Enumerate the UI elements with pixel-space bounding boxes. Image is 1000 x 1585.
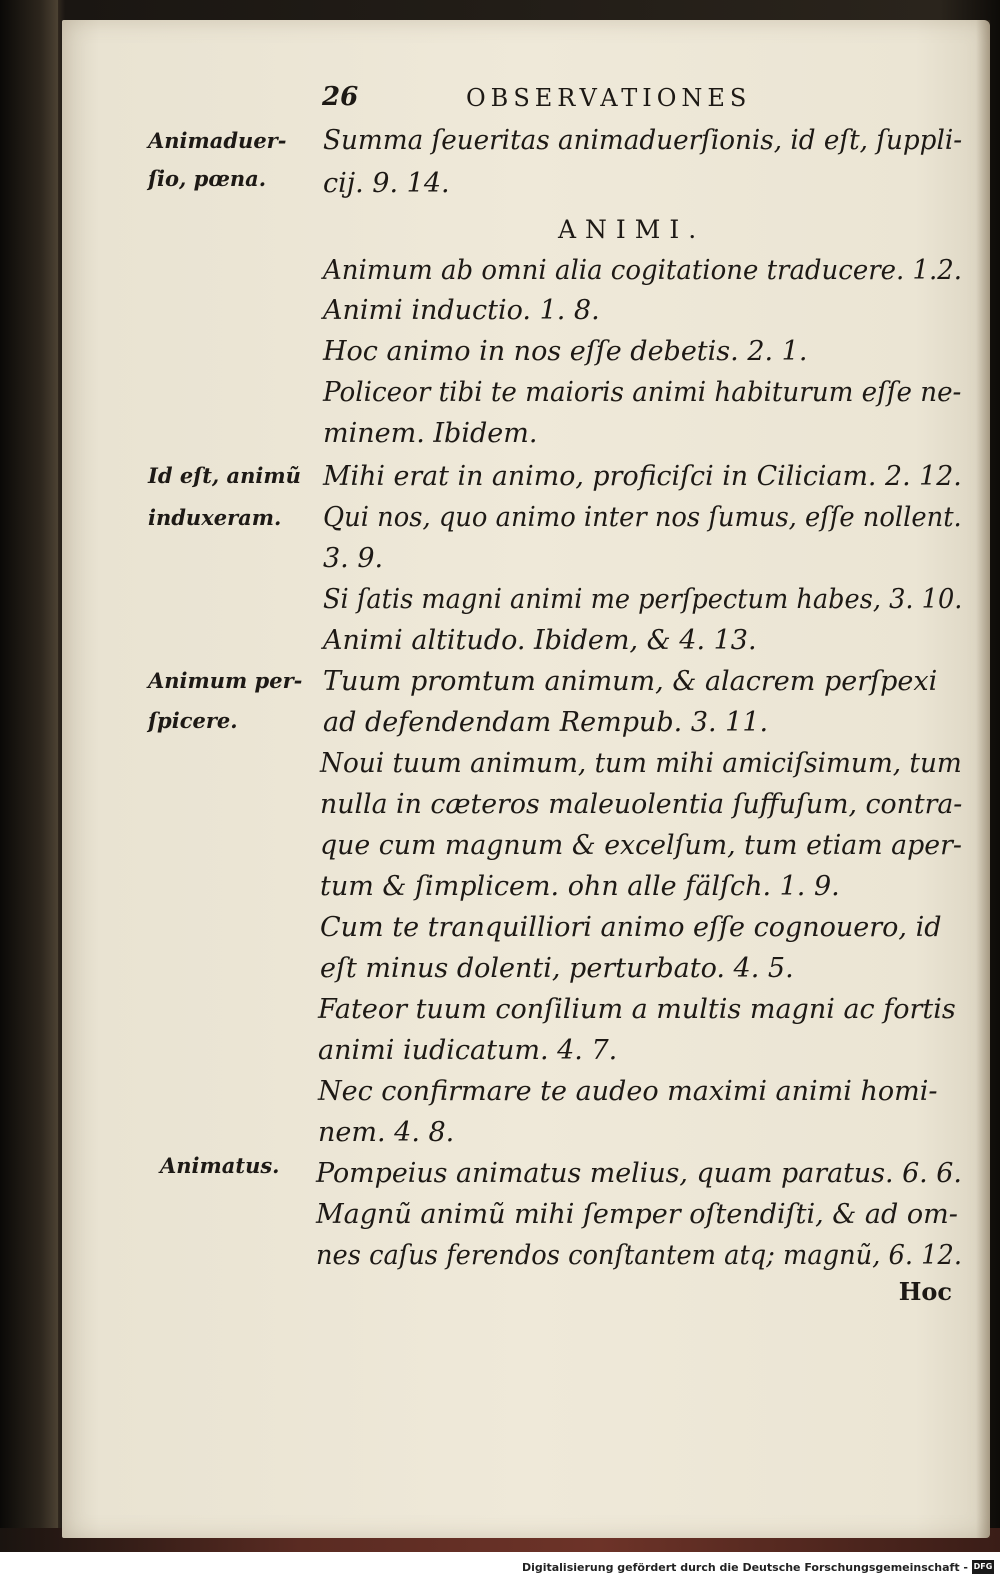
dfg-logo: DFG bbox=[972, 1560, 994, 1574]
book-binding bbox=[0, 0, 58, 1552]
text-line: Qui nos, quo animo inter nos ſumus, eſſe nollent. bbox=[323, 502, 962, 533]
text-line: Policeor tibi te maioris animi habiturum eſſe ne- bbox=[323, 377, 962, 408]
margin-note: Animatus. bbox=[160, 1153, 280, 1178]
text-line: Animi inductio. 1. 8. bbox=[323, 295, 600, 326]
catchword: Hoc bbox=[898, 1277, 952, 1306]
text-line: Nec confirmare te audeo maximi animi homi- bbox=[318, 1076, 938, 1107]
text-line: nem. 4. 8. bbox=[318, 1117, 455, 1148]
text-line: ad defendendam Rempub. 3. 11. bbox=[323, 707, 769, 738]
book-page bbox=[62, 20, 990, 1538]
running-title: OBSERVATIONES bbox=[466, 84, 752, 112]
text-line: nes caſus ferendos conſtantem atq; magnũ, 6. 12. bbox=[316, 1240, 963, 1271]
text-line: animi iudicatum. 4. 7. bbox=[318, 1035, 618, 1066]
margin-note: Animaduer- bbox=[148, 128, 287, 153]
text-line: Summa ſeueritas animaduerſionis, id eſt, ſuppli- bbox=[323, 125, 963, 156]
section-heading: ANIMI. bbox=[558, 215, 706, 244]
text-line: Animi altitudo. Ibidem, & 4. 13. bbox=[323, 625, 757, 656]
text-line: Magnũ animũ mihi ſemper oſtendiſti, & ad om- bbox=[316, 1199, 958, 1230]
text-line: Hoc animo in nos eſſe debetis. 2. 1. bbox=[323, 336, 808, 367]
margin-note: Id eſt, animũ bbox=[148, 463, 301, 488]
text-line: Mihi erat in animo, proficiſci in Ciliciam. 2. 12. bbox=[323, 461, 962, 492]
text-line: 3. 9. bbox=[323, 543, 384, 574]
text-line: Fateor tuum conſilium a multis magni ac fortis bbox=[318, 994, 956, 1025]
text-line: cij. 9. 14. bbox=[323, 168, 450, 199]
margin-note: Animum per- bbox=[148, 668, 303, 693]
text-line: Si ſatis magni animi me perſpectum habes, 3. 10. bbox=[323, 584, 963, 615]
digitization-footer bbox=[0, 1552, 1000, 1585]
page-header bbox=[316, 82, 836, 118]
text-line: minem. Ibidem. bbox=[323, 418, 538, 449]
margin-note: ſpicere. bbox=[148, 708, 238, 733]
text-line: Tuum promtum animum, & alacrem perſpexi bbox=[323, 666, 938, 697]
text-line: tum & ſimplicem. ohn alle fälſch. 1. 9. bbox=[320, 871, 840, 902]
page-fold-shadow bbox=[976, 20, 990, 1538]
text-line: Cum te tranquilliori animo eſſe cognouero, id bbox=[320, 912, 942, 943]
page-number: 26 bbox=[322, 82, 359, 112]
text-line: nulla in cæteros maleuolentia ſuffuſum, contra- bbox=[320, 789, 963, 820]
text-line: eſt minus dolenti, perturbato. 4. 5. bbox=[320, 953, 794, 984]
text-line: Pompeius animatus melius, quam paratus. 6. 6. bbox=[316, 1158, 962, 1189]
text-line: que cum magnum & excelſum, tum etiam aper- bbox=[320, 830, 962, 861]
text-line: Noui tuum animum, tum mihi amiciſsimum, tum bbox=[320, 748, 962, 779]
text-line: Animum ab omni alia cogitatione traducere. 1.2. bbox=[323, 255, 963, 286]
margin-note: ſio, pœna. bbox=[148, 166, 267, 191]
funding-credit: Digitalisierung gefördert durch die Deutsche Forschungsgemeinschaft - bbox=[521, 1561, 968, 1574]
margin-note: induxeram. bbox=[148, 505, 282, 530]
